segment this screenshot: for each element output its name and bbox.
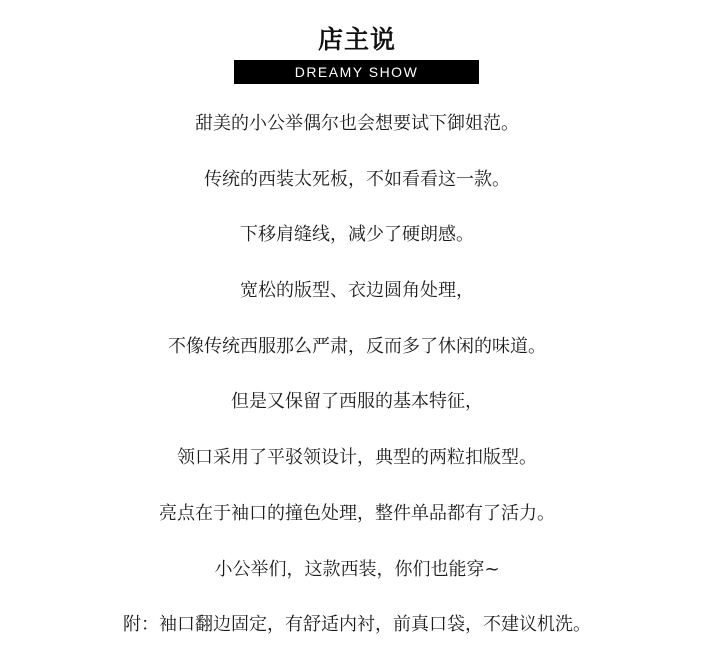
description-line: 领口采用了平驳领设计，典型的两粒扣版型。: [177, 447, 537, 469]
description-line: 宽松的版型、衣边圆角处理，: [240, 280, 474, 302]
description-line: 不像传统西服那么严肃，反而多了休闲的味道。: [168, 335, 546, 357]
description-line: 传统的西装太死板，不如看看这一款。: [204, 168, 510, 190]
description-line: 附：袖口翻边固定，有舒适内衬，前真口袋，不建议机洗。: [123, 614, 591, 636]
section-subtitle-banner: DREAMY SHOW: [234, 60, 479, 84]
section-title: 店主说: [317, 25, 396, 54]
description-line: 但是又保留了西服的基本特征，: [231, 391, 483, 413]
description-line: 小公举们，这款西装，你们也能穿~: [214, 558, 500, 580]
description-lines: [0, 108, 714, 665]
description-line: 下移肩缝线，减少了硬朗感。: [240, 224, 474, 246]
description-line: 亮点在于袖口的撞色处理，整件单品都有了活力。: [159, 502, 555, 524]
description-line: 甜美的小公举偶尔也会想要试下御姐范。: [195, 113, 519, 134]
